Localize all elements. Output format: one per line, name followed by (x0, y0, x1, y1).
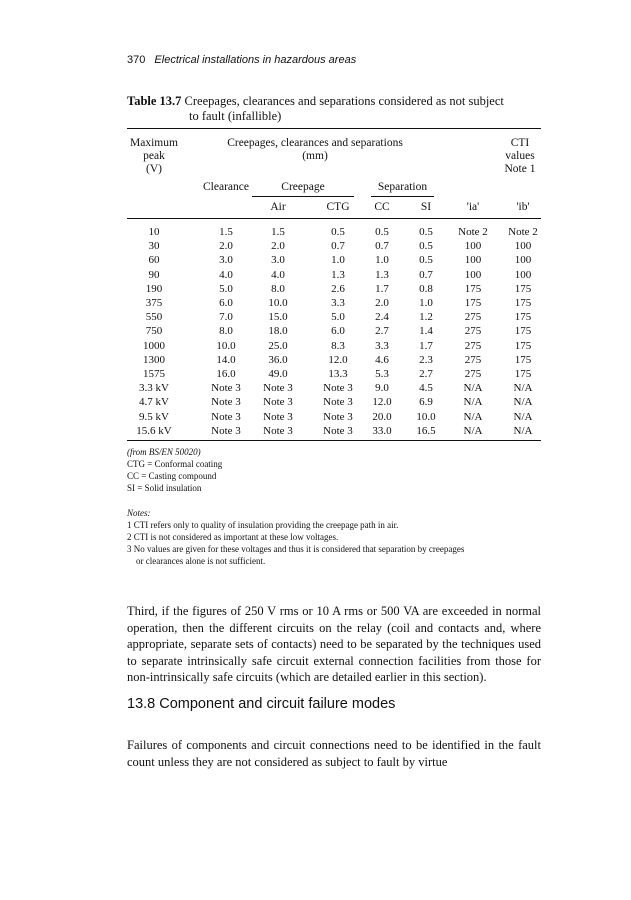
running-title: Electrical installations in hazardous areas (154, 54, 357, 66)
table-cell: 14.0 (216, 353, 236, 366)
table-cell: Note 2 (508, 226, 538, 238)
table-cell: Note 3 (263, 424, 293, 437)
table-cell: 3.3 (331, 297, 345, 309)
table-cell: 275 (464, 339, 482, 352)
abbrev-cc: CC = Casting compound (127, 471, 217, 481)
table-cell: 4.6 (375, 353, 389, 366)
table-cell: 5.0 (331, 311, 345, 324)
table-cell: 100 (514, 268, 532, 281)
table-cell: 20.0 (372, 410, 392, 423)
col-head-clearance: Clearance (203, 181, 249, 193)
col-head-max-peak: Maximum peak (V) (130, 137, 178, 175)
note-3: 3 No values are given for these voltages and thus it is considered that separation by creepages (127, 544, 465, 554)
table-cell: 1.0 (331, 254, 345, 267)
abbrev-si: SI = Solid insulation (127, 483, 202, 493)
table-cell: 175 (514, 297, 532, 309)
table-cell: Note 3 (323, 410, 353, 423)
table-cell: 1.0 (419, 297, 433, 309)
table-cell: 2.7 (419, 368, 433, 380)
creepage-rule (252, 196, 354, 197)
table-cell: 9.0 (375, 382, 389, 395)
table-cell: 100 (514, 240, 532, 253)
col-head-air: Air (270, 201, 286, 213)
table-cell: Note 3 (263, 396, 293, 409)
table-cell: 275 (464, 368, 482, 380)
table-cell: 175 (514, 339, 532, 352)
table-cell: 1.4 (419, 325, 433, 338)
table-cell: 175 (464, 282, 482, 295)
table-cell: Note 2 (458, 226, 488, 238)
abbrev-ctg: CTG = Conformal coating (127, 459, 223, 469)
table-cell: 175 (464, 297, 482, 309)
table-label: Table 13.7 (127, 94, 182, 108)
table-cell: 0.5 (375, 226, 389, 238)
table-cell: Note 3 (211, 382, 241, 395)
table-cell: 3.3 kV (139, 382, 169, 395)
table-cell: 18.0 (268, 325, 288, 338)
table-cell: 15.6 kV (136, 424, 172, 437)
table-cell: 4.7 kV (139, 396, 169, 409)
table-cell: 175 (514, 353, 532, 366)
table-cell: 1.7 (375, 282, 389, 295)
table-cell: 1300 (143, 353, 165, 366)
table-cell: Note 3 (323, 424, 353, 437)
table-cell: 3.0 (219, 254, 233, 267)
table-cell: 175 (514, 311, 532, 324)
table-cell: 1.5 (219, 226, 233, 238)
table-cell: 10 (148, 226, 160, 238)
table-cell: 10.0 (416, 410, 436, 423)
separation-rule (371, 196, 434, 197)
table-cell: 1.0 (375, 254, 389, 267)
note-1: 1 CTI refers only to quality of insulation providing the creepage path in air. (127, 520, 399, 530)
table-cell: 36.0 (268, 353, 288, 366)
table-cell: 0.5 (331, 226, 345, 238)
table-cell: 90 (148, 268, 160, 281)
table-cell: Note 3 (211, 410, 241, 423)
table-cell: 2.3 (419, 353, 433, 366)
table-cell: 1.3 (331, 268, 345, 281)
section-heading: 13.8 Component and circuit failure modes (127, 696, 396, 712)
table-caption (127, 94, 547, 124)
table-cell: 9.5 kV (139, 410, 169, 423)
table-cell: 13.3 (328, 368, 348, 380)
table-cell: 275 (464, 325, 482, 338)
table-cell: 25.0 (268, 339, 288, 352)
table-cell: 4.0 (219, 268, 233, 281)
table-cell: 6.0 (219, 297, 233, 309)
table-cell: 175 (514, 325, 532, 338)
table-cell: N/A (463, 382, 483, 395)
table-cell: 3.3 (375, 339, 389, 352)
table-cell: 4.0 (271, 268, 285, 281)
table-cell: 7.0 (219, 311, 233, 324)
col-head-si: SI (420, 201, 432, 213)
table-cell: 1575 (143, 368, 165, 380)
table-cell: 1000 (143, 339, 165, 352)
table-cell: 175 (514, 282, 532, 295)
table-cell: N/A (513, 410, 533, 423)
table-cell: 1.2 (419, 311, 433, 324)
table-cell: 8.0 (219, 325, 233, 338)
table-cell: 33.0 (372, 424, 392, 437)
table-source: (from BS/EN 50020) (127, 447, 201, 457)
table-cell: 2.4 (375, 311, 389, 324)
page-number: 370 (127, 54, 146, 66)
table-cell: 0.8 (419, 282, 433, 295)
table-cell: Note 3 (263, 382, 293, 395)
table-cell: N/A (463, 424, 483, 437)
table-cell: Note 3 (211, 396, 241, 409)
table-cell: 1.7 (419, 339, 433, 352)
table-cell: 275 (464, 353, 482, 366)
col-head-cti: CTI values Note 1 (504, 137, 536, 175)
table-header-rule (127, 218, 541, 219)
table-cell: 0.5 (419, 240, 433, 253)
table-cell: 2.0 (219, 240, 233, 253)
table-cell: 4.5 (419, 382, 433, 395)
table-cell: 0.7 (331, 240, 345, 253)
table-cell: N/A (513, 424, 533, 437)
table-cell: 550 (145, 311, 163, 324)
table-cell: 49.0 (268, 368, 288, 380)
table-cell: 375 (145, 297, 163, 309)
table-cell: N/A (513, 396, 533, 409)
table-cell: 30 (148, 240, 160, 253)
table-cell: 6.0 (331, 325, 345, 338)
table-cell: 8.0 (271, 282, 285, 295)
table-cell: 5.0 (219, 282, 233, 295)
body-paragraph-2: Failures of components and circuit connections need to be identified in the fault count unless they are not considered as subject to fault by virtue (127, 738, 541, 769)
col-head-ctg: CTG (326, 201, 350, 213)
table-cell: Note 3 (263, 410, 293, 423)
table-cell: Note 3 (323, 382, 353, 395)
table-cell: 8.3 (331, 339, 345, 352)
col-head-ia: 'ia' (466, 201, 480, 213)
table-cell: 0.7 (375, 240, 389, 253)
table-cell: 2.6 (331, 282, 345, 295)
table-cell: 6.9 (419, 396, 433, 409)
table-cell: 175 (514, 368, 532, 380)
table-cell: 0.5 (419, 226, 433, 238)
table-cell: 1.3 (375, 268, 389, 281)
table-cell: N/A (463, 396, 483, 409)
table-cell: 100 (514, 254, 532, 267)
table-cell: 1.5 (271, 226, 285, 238)
col-head-ib: 'ib' (516, 201, 530, 213)
table-cell: 3.0 (271, 254, 285, 267)
body-paragraph-1: Third, if the figures of 250 V rms or 10 A rms or 500 VA are exceeded in normal operation, then the different circuits on the relay (coil and contacts and, where appropriate, separate sets of contacts) need to be separated by the techniques used to separate intrinsically safe circuit external connection facilities from those for non-intrinsically safe circuits (which are detailed earlier in this section). (127, 604, 541, 685)
table-cell: 2.0 (375, 297, 389, 309)
table-cell: N/A (513, 382, 533, 395)
table-top-rule (127, 128, 541, 129)
col-head-cc: CC (374, 201, 390, 213)
col-head-creepage: Creepage (281, 181, 325, 193)
table-cell: 5.3 (375, 368, 389, 380)
table-cell: 2.7 (375, 325, 389, 338)
table-cell: 15.0 (268, 311, 288, 324)
col-group-head: Creepages, clearances and separations (mm) (227, 137, 403, 162)
table-cell: 16.5 (416, 424, 436, 437)
running-header (127, 54, 356, 66)
table-cell: 100 (464, 240, 482, 253)
table-cell: 750 (145, 325, 163, 338)
table-cell: 190 (145, 282, 163, 295)
table-cell: 12.0 (328, 353, 348, 366)
table-cell: 100 (464, 268, 482, 281)
table-cell: 0.7 (419, 268, 433, 281)
table-bottom-rule (127, 440, 541, 441)
table-cell: Note 3 (211, 424, 241, 437)
col-head-separation: Separation (377, 181, 428, 193)
table-cell: 10.0 (268, 297, 288, 309)
table-cell: 2.0 (271, 240, 285, 253)
table-cell: 0.5 (419, 254, 433, 267)
table-cell: N/A (463, 410, 483, 423)
table-cell: 100 (464, 254, 482, 267)
note-2: 2 CTI is not considered as important at these low voltages. (127, 532, 339, 542)
table-cell: Note 3 (323, 396, 353, 409)
caption-line-1: Creepages, clearances and separations considered as not subject (184, 94, 504, 108)
table-cell: 60 (148, 254, 160, 267)
table-cell: 275 (464, 311, 482, 324)
table-cell: 10.0 (216, 339, 236, 352)
caption-line-2: to fault (infallible) (189, 109, 282, 123)
table-cell: 16.0 (216, 368, 236, 380)
notes-heading: Notes: (127, 508, 151, 518)
note-3-cont: or clearances alone is not sufficient. (127, 556, 266, 566)
table-cell: 12.0 (372, 396, 392, 409)
